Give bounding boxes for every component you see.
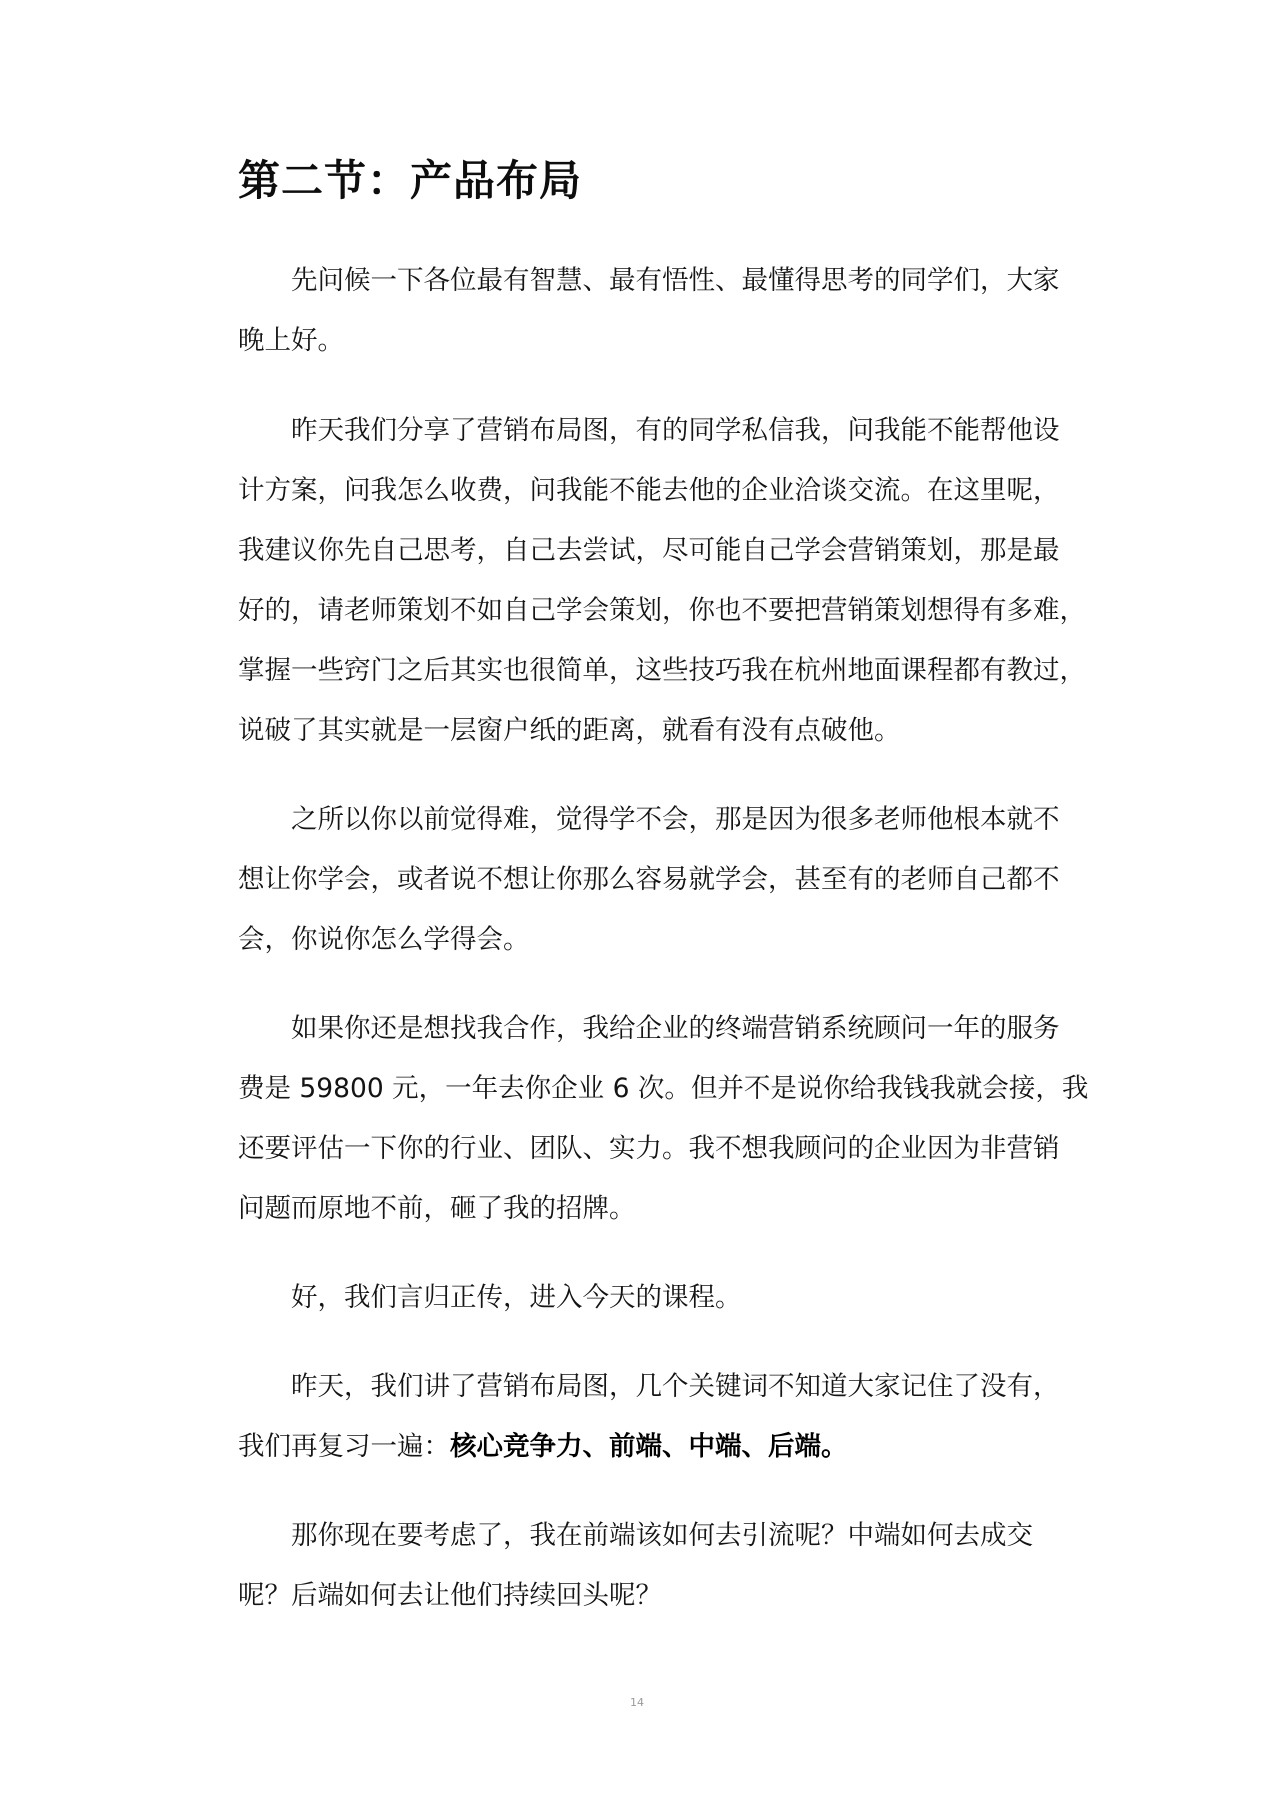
- paragraph-line: 好的，请老师策划不如自己学会策划，你也不要把营销策划想得有多难，: [238, 595, 1086, 626]
- paragraph-line: 我建议你先自己思考，自己去尝试，尽可能自己学会营销策划，那是最: [238, 535, 1060, 566]
- paragraph-line: 好，我们言归正传，进入今天的课程。: [291, 1282, 742, 1313]
- page-number: 14: [630, 1696, 644, 1709]
- section-title: 第二节：产品布局: [238, 156, 583, 205]
- paragraph-line: 会，你说你怎么学得会。: [238, 924, 530, 955]
- paragraph-line: 昨天我们分享了营销布局图，有的同学私信我，问我能不能帮他设: [291, 415, 1060, 446]
- paragraph-line: 如果你还是想找我合作，我给企业的终端营销系统顾问一年的服务: [291, 1013, 1060, 1044]
- keywords-emphasis: 核心竞争力、前端、中端、后端。: [450, 1431, 848, 1462]
- paragraph-line: 之所以你以前觉得难，觉得学不会，那是因为很多老师他根本就不: [291, 804, 1060, 835]
- paragraph-line: 还要评估一下你的行业、团队、实力。我不想我顾问的企业因为非营销: [238, 1133, 1060, 1164]
- paragraph-line: 计方案，问我怎么收费，问我能不能去他的企业洽谈交流。在这里呢，: [238, 475, 1060, 506]
- paragraph-line: 呢？后端如何去让他们持续回头呢？: [238, 1580, 662, 1611]
- paragraph-line: [238, 1424, 848, 1463]
- paragraph-line: 昨天，我们讲了营销布局图，几个关键词不知道大家记住了没有，: [291, 1371, 1060, 1402]
- paragraph-line: 先问候一下各位最有智慧、最有悟性、最懂得思考的同学们，大家: [291, 265, 1060, 296]
- paragraph-line: 掌握一些窍门之后其实也很简单，这些技巧我在杭州地面课程都有教过，: [238, 655, 1086, 686]
- paragraph-line: 晚上好。: [238, 325, 344, 356]
- paragraph-line: 想让你学会，或者说不想让你那么容易就学会，甚至有的老师自己都不: [238, 864, 1060, 895]
- paragraph-line: 说破了其实就是一层窗户纸的距离，就看有没有点破他。: [238, 715, 901, 746]
- review-lead-text: 我们再复习一遍：: [238, 1431, 450, 1462]
- paragraph-line: 费是 59800 元，一年去你企业 6 次。但并不是说你给我钱我就会接，我: [238, 1073, 1089, 1104]
- paragraph-line: 问题而原地不前，砸了我的招牌。: [238, 1193, 636, 1224]
- paragraph-line: 那你现在要考虑了，我在前端该如何去引流呢？中端如何去成交: [291, 1520, 1033, 1551]
